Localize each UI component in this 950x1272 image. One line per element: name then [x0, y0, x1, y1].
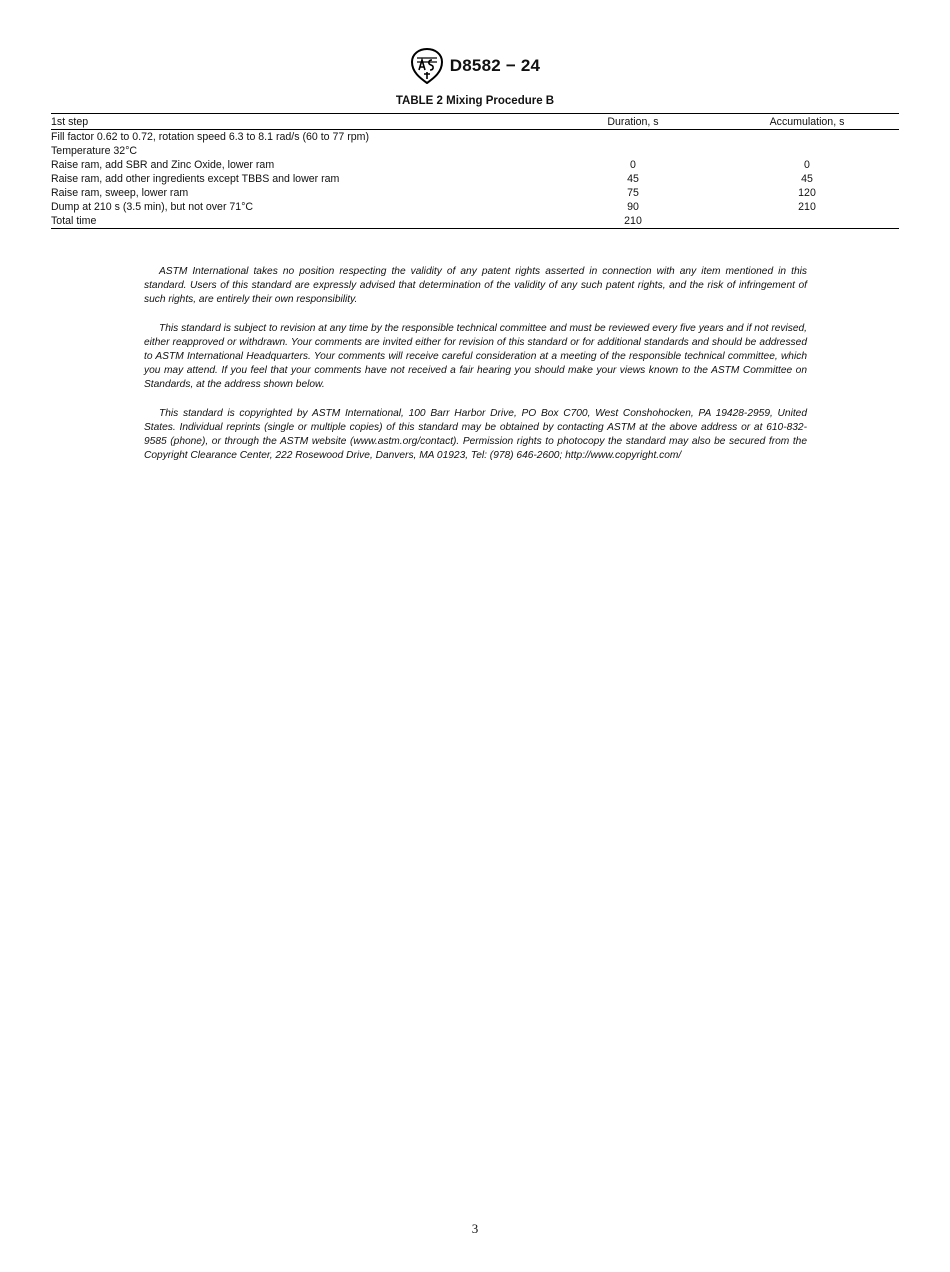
step-cell: Raise ram, sweep, lower ram [51, 187, 189, 199]
legal-notes [144, 265, 807, 477]
page-number: 3 [471, 1221, 479, 1236]
table-row [51, 172, 899, 186]
revision-notice: This standard is subject to revision at any time by the responsible technical committee and must be reviewed every five years and if not revised, either reapproved or withdrawn. Your comments are invited either for revision of this standard or for additional standards and should be addressed to ASTM International Headquarters. Your comments will receive careful consideration at a meeting of the responsible technical committee, which you may attend. If you feel that your comments have not received a fair hearing you should make your views known to the ASTM Committee on Standards, at the address shown below. [144, 322, 807, 391]
table-title: TABLE 2 Mixing Procedure B [395, 95, 555, 107]
accumulation-cell [715, 214, 899, 229]
astm-logo-icon [410, 48, 444, 84]
table-header-row [51, 114, 899, 130]
page-header [0, 48, 950, 84]
duration-cell: 210 [624, 215, 642, 227]
column-header-step: 1st step [51, 114, 551, 130]
step-cell: Raise ram, add other ingredients except TBBS and lower ram [51, 173, 340, 185]
mixing-procedure-table [51, 113, 899, 229]
accumulation-cell: 120 [798, 187, 816, 199]
duration-cell [551, 144, 715, 158]
patent-notice: ASTM International takes no position respecting the validity of any patent rights asserted in connection with any item mentioned in this standard. Users of this standard are expressly advised that determination of the validity of any such patent rights, and the risk of infringement of such rights, are entirely their own responsibility. [144, 266, 807, 306]
duration-cell: 0 [630, 159, 636, 171]
table-row [51, 200, 899, 214]
duration-cell: 90 [627, 201, 639, 213]
step-cell: Fill factor 0.62 to 0.72, rotation speed 6.3 to 8.1 rad/s (60 to 77 rpm) [51, 131, 369, 143]
step-cell: Raise ram, add SBR and Zinc Oxide, lower ram [51, 159, 275, 171]
accumulation-cell: 210 [798, 201, 816, 213]
table-row [51, 186, 899, 200]
accumulation-cell [715, 130, 899, 145]
accumulation-cell: 45 [801, 173, 813, 185]
accumulation-cell [715, 144, 899, 158]
duration-cell [551, 130, 715, 145]
step-cell: Total time [51, 215, 97, 227]
document-id: D8582 − 24 [449, 56, 541, 75]
duration-cell: 75 [627, 187, 639, 199]
column-header-accumulation: Accumulation, s [715, 114, 899, 130]
step-cell: Temperature 32°C [51, 145, 138, 157]
column-header-duration: Duration, s [551, 114, 715, 130]
table-row [51, 130, 899, 145]
accumulation-cell: 0 [804, 159, 810, 171]
table-row [51, 144, 899, 158]
copyright-notice: This standard is copyrighted by ASTM International, 100 Barr Harbor Drive, PO Box C700, West Conshohocken, PA 19428-2959, United States. Individual reprints (single or multiple copies) of this standard may be obtained by contacting ASTM at the above address or at 610-832-9585 (phone), or through the ASTM website (www.astm.org/contact). Permission rights to photocopy the standard may also be secured from the Copyright Clearance Center, 222 Rosewood Drive, Danvers, MA 01923, Tel: (978) 646-2600; http://www.copyright.com/ [144, 407, 807, 462]
step-cell: Dump at 210 s (3.5 min), but not over 71°C [51, 201, 254, 213]
duration-cell: 45 [627, 173, 639, 185]
table-row [51, 158, 899, 172]
table-row-total [51, 214, 899, 229]
